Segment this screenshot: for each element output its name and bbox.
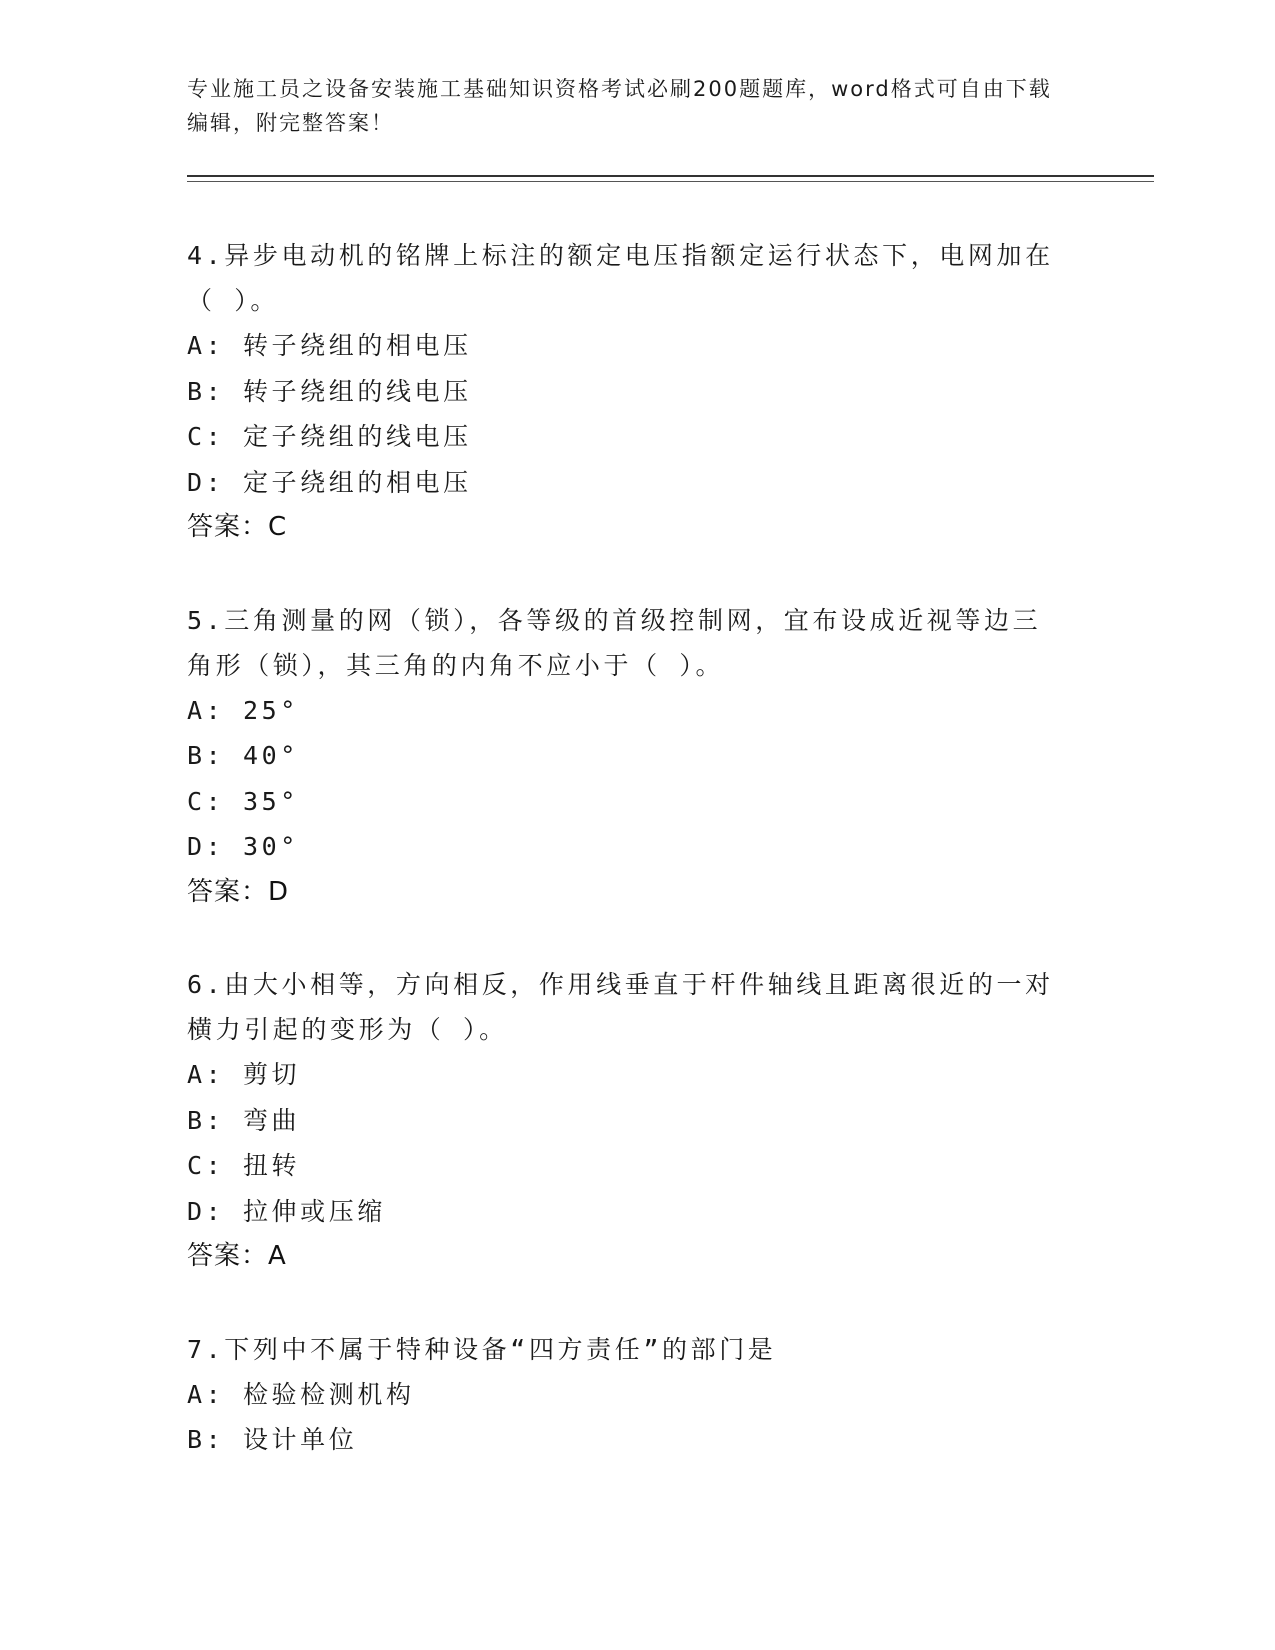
option-b: B: 40° <box>187 741 299 770</box>
question-list <box>187 233 1067 1510</box>
question-stem: 6.由大小相等，方向相反，作用线垂直于杆件轴线且距离很近的一对横力引起的变形为（ ）。 <box>187 970 1054 1044</box>
question-5 <box>187 598 1067 916</box>
question-4 <box>187 233 1067 551</box>
option-a: A: 转子绕组的相电压 <box>187 331 472 360</box>
answer-line: 答案：A <box>187 1241 287 1271</box>
header-divider-thin <box>187 181 1154 182</box>
option-c: C: 35° <box>187 786 299 816</box>
question-6 <box>187 962 1067 1280</box>
option-c: C: 定子绕组的线电压 <box>187 422 472 451</box>
question-7 <box>187 1327 1067 1463</box>
document-header: 专业施工员之设备安装施工基础知识资格考试必刷200题题库，word格式可自由下载编辑，附完整答案！ <box>187 77 1052 135</box>
option-b: B: 弯曲 <box>187 1105 301 1135</box>
option-d: D: 拉伸或压缩 <box>187 1196 386 1226</box>
header-divider-thick <box>187 175 1154 177</box>
option-d: D: 30° <box>187 832 299 861</box>
option-d: D: 定子绕组的相电压 <box>187 467 472 497</box>
question-stem: 4.异步电动机的铭牌上标注的额定电压指额定运行状态下，电网加在（ ）。 <box>187 241 1054 315</box>
question-stem: 5.三角测量的网（锁），各等级的首级控制网，宜布设成近视等边三角形（锁），其三角的内角不应小于（ ）。 <box>187 605 1042 680</box>
option-c: C: 扭转 <box>187 1151 301 1180</box>
answer-line: 答案：C <box>187 512 288 542</box>
question-stem: 7.下列中不属于特种设备“四方责任”的部门是 <box>187 1334 777 1364</box>
answer-line: 答案：D <box>187 876 290 907</box>
option-b: B: 设计单位 <box>187 1425 358 1454</box>
option-a: A: 检验检测机构 <box>187 1379 415 1409</box>
option-a: A: 25° <box>187 695 299 725</box>
option-b: B: 转子绕组的线电压 <box>187 376 472 406</box>
option-a: A: 剪切 <box>187 1060 301 1089</box>
